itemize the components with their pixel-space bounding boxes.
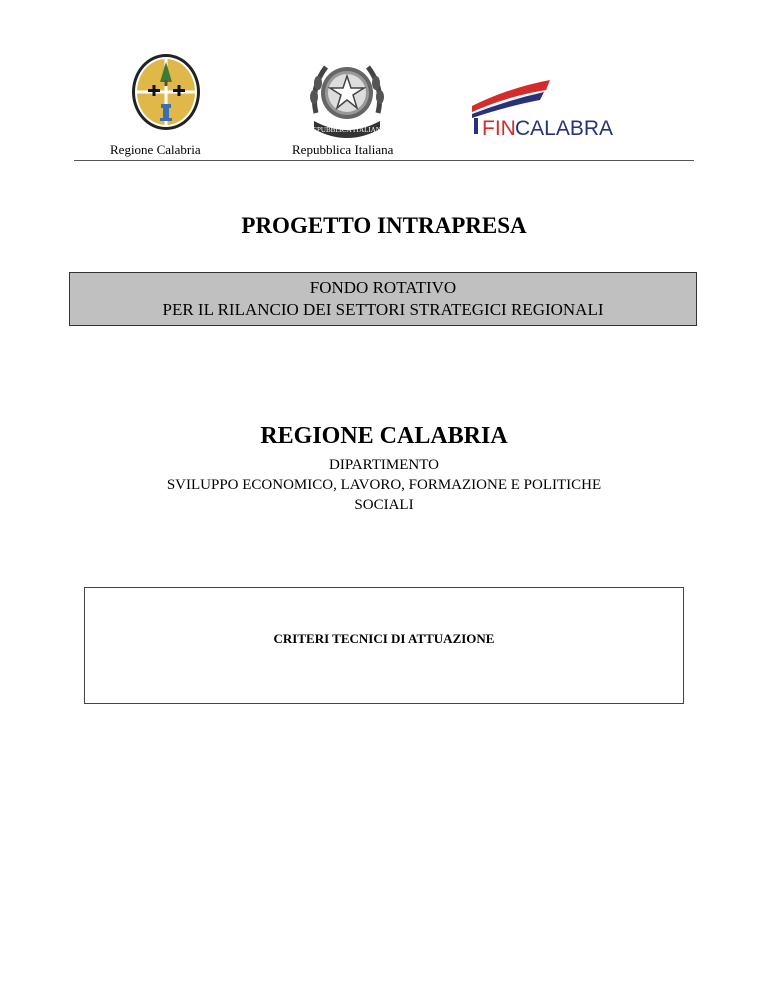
fund-box [69, 272, 697, 326]
fincalabra-brand-part2: CALABRA [515, 117, 614, 138]
department-block [0, 455, 768, 515]
criteria-text: CRITERI TECNICI DI ATTUAZIONE [273, 631, 495, 646]
fund-box-line1: FONDO ROTATIVO [309, 278, 457, 297]
department-line3: SOCIALI [354, 497, 414, 513]
fincalabra-brand-part1: FIN [482, 117, 516, 138]
department-line2: SVILUPPO ECONOMICO, LAVORO, FORMAZIONE E POLITICHE [166, 477, 602, 493]
repubblica-italiana-caption: Repubblica Italiana [292, 142, 394, 157]
repubblica-italiana-emblem-icon [304, 53, 390, 139]
fincalabra-logo-icon [468, 78, 654, 138]
regione-calabria-caption: Regione Calabria [110, 142, 201, 157]
document-title: PROGETTO INTRAPRESA [241, 213, 527, 238]
department-line1: DIPARTIMENTO [329, 457, 439, 473]
header-divider [74, 160, 694, 161]
fund-box-line2: PER IL RILANCIO DEI SETTORI STRATEGICI REGIONALI [162, 300, 604, 319]
regione-calabria-emblem-icon [130, 52, 202, 132]
repubblica-ribbon-text: REPUBBLICA ITALIANA [308, 126, 386, 134]
criteria-box [84, 587, 684, 704]
region-name: REGIONE CALABRIA [260, 423, 508, 449]
